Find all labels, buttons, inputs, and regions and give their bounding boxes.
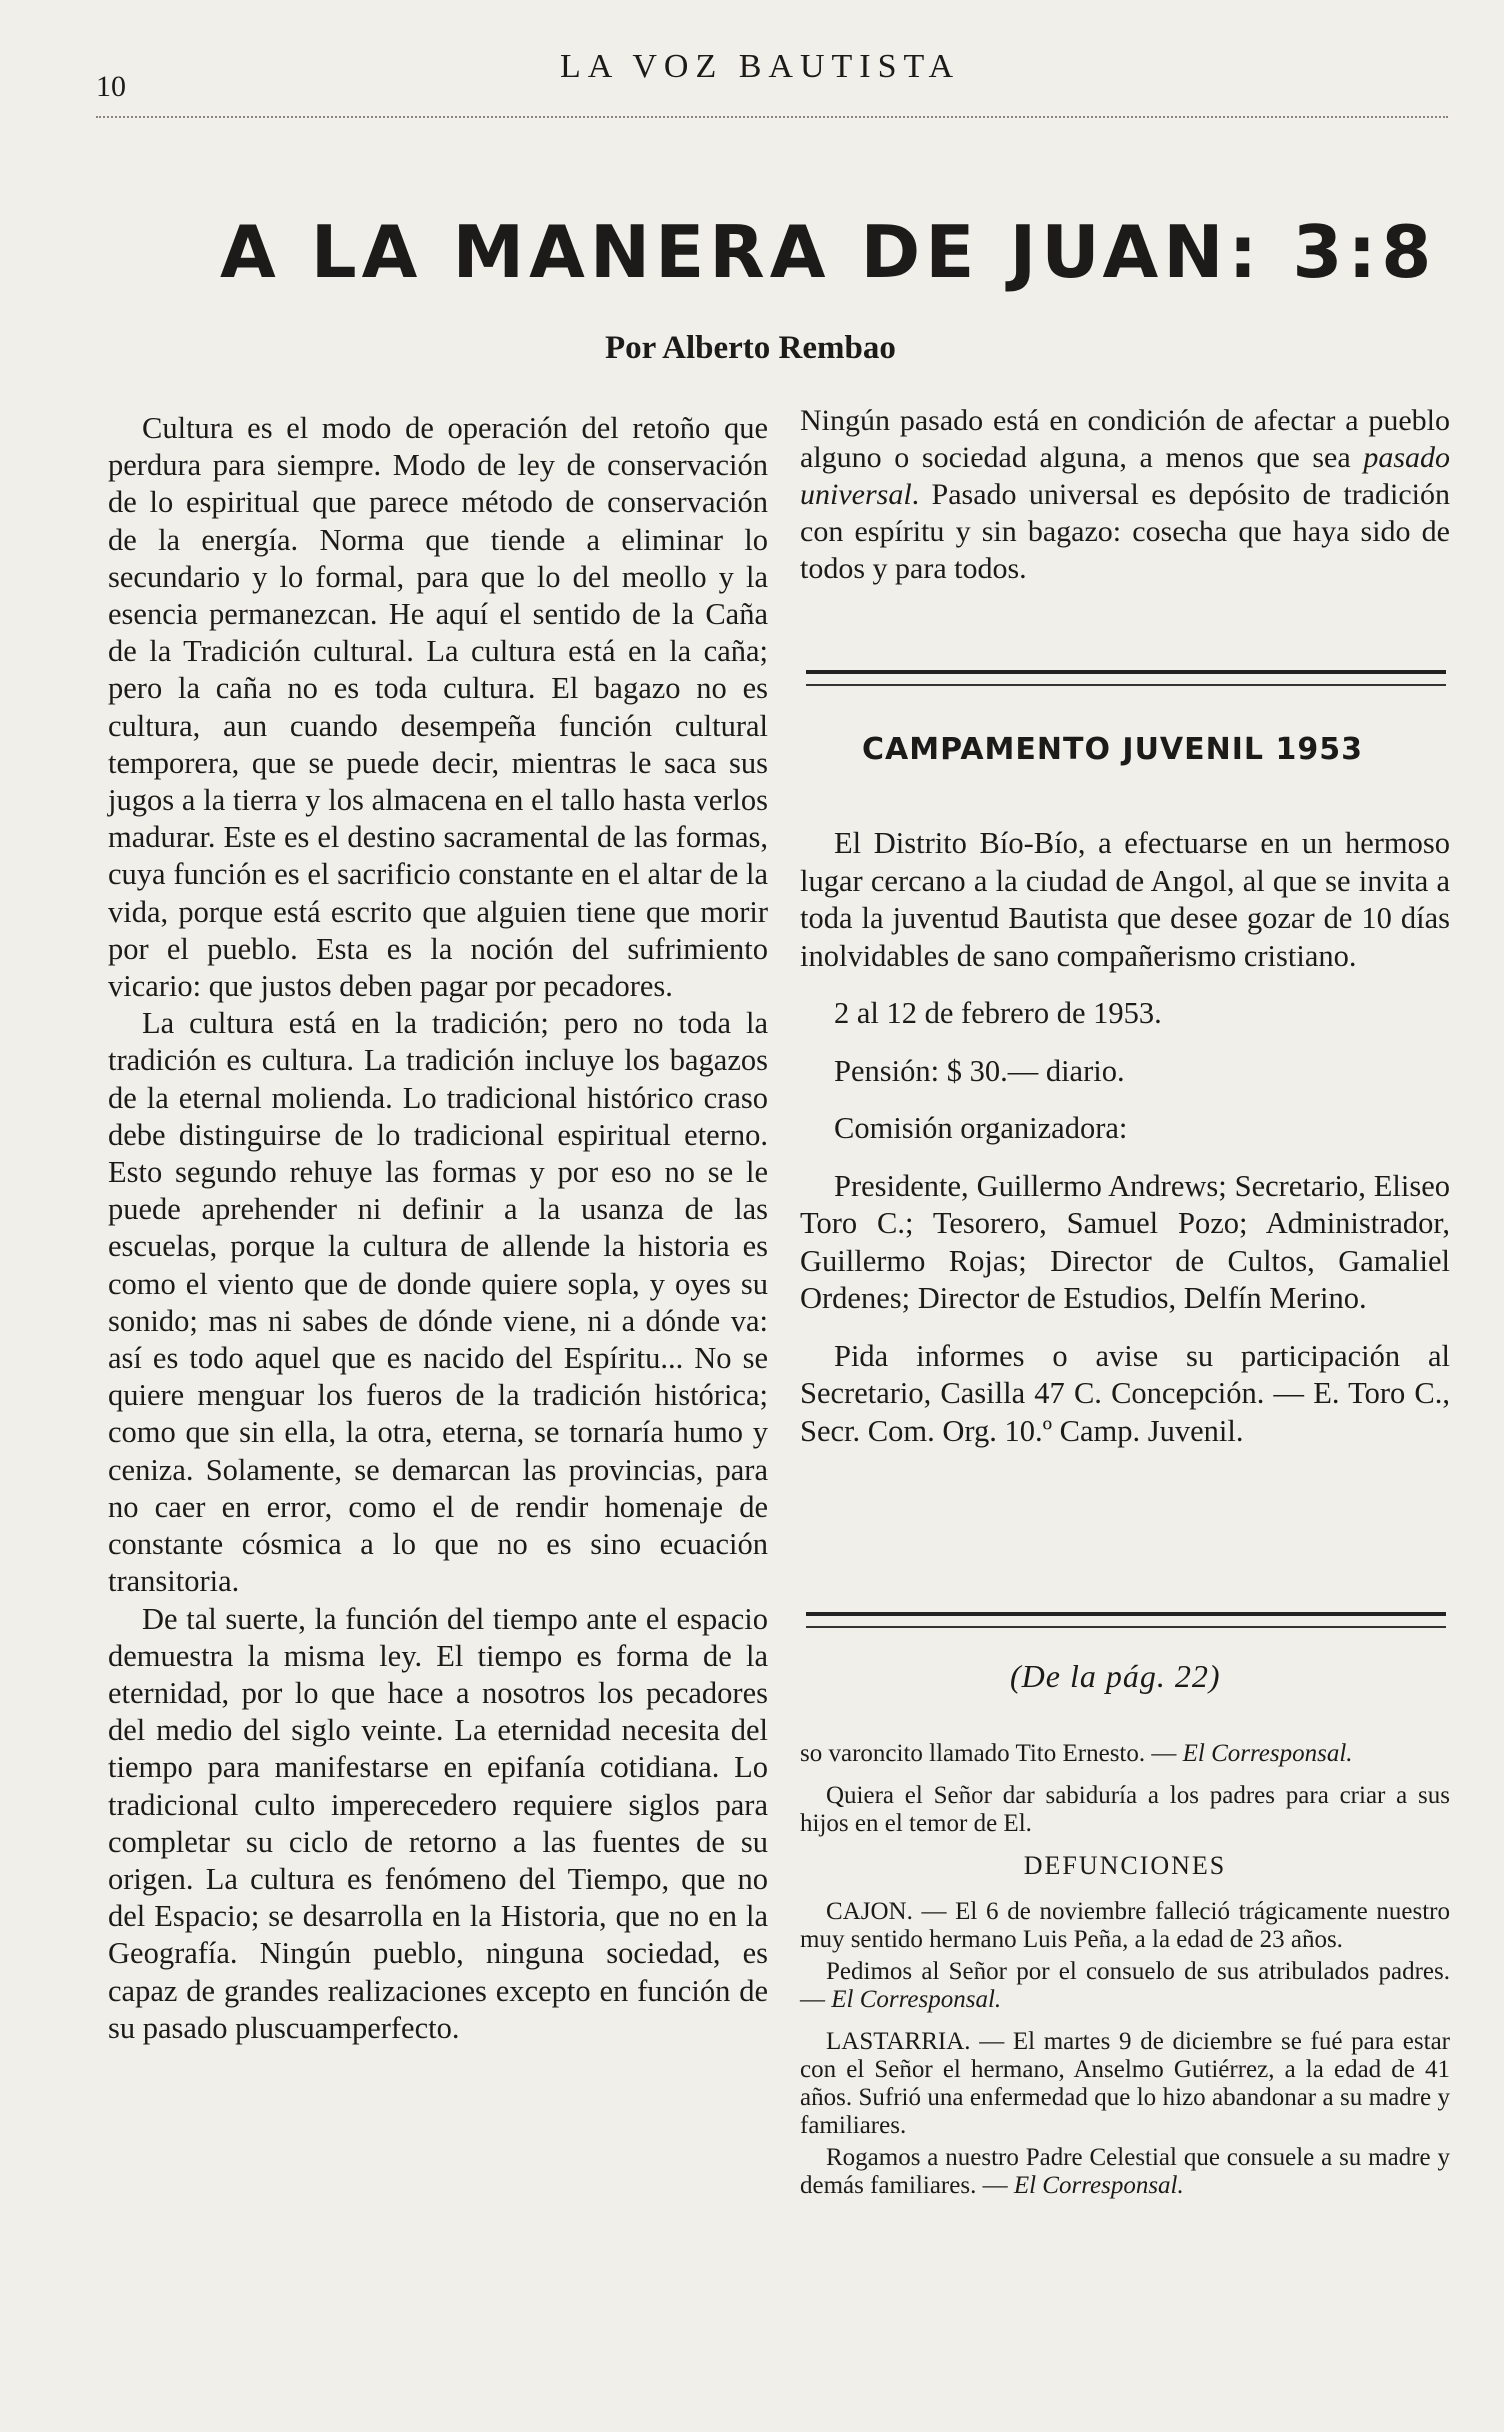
camp-notice xyxy=(800,825,1450,1470)
page-number: 10 xyxy=(96,70,126,103)
section-divider xyxy=(806,1612,1446,1628)
note-continuation: so varoncito llamado Tito Ernesto. — El Corresponsal. xyxy=(800,1740,1353,1767)
article-paragraph: Cultura es el modo de operación del retoño que perdura para siempre. Modo de ley de conservación de lo espiritual que parece método de conservación de la energía. Norma que tiende a eliminar lo secundario y lo formal, para que lo del meollo y la esencia permanezcan. He aquí el sentido de la Caña de la Tradición cultural. La cultura está en la caña; pero la caña no es toda cultura. El bagazo no es cultura, aun cuando desempeña función cultural temporera, que se puede decir, mientras le saca sus jugos a la tierra y los almacena en el tallo hasta verlos madurar. Este es el destino sacramental de las formas, cuya función es el sacrificio constante en el altar de la vida, porque está escrito que alguien tiene que morir por el pueblo. Esta es la noción del sufrimiento vicario: que justos deben pagar por pecadores. xyxy=(108,411,768,1004)
camp-intro: El Distrito Bío-Bío, a efectuarse en un hermoso lugar cercano a la ciudad de Angol, al que se invita a toda la juventud Bautista que desee gozar de 10 días inolvidables de sano compañerismo cristiano. xyxy=(800,826,1450,973)
publication-title: LA VOZ BAUTISTA xyxy=(560,48,961,85)
continuation-emphasis: pasado universal xyxy=(800,441,1450,511)
article-paragraph: La cultura está en la tradición; pero no toda la tradición es cultura. La tradición incluye los bagazos de la eternal molienda. Lo tradicional histórico craso debe distinguirse de lo tradicional espiritual eterno. Esto segundo rehuye las formas y por eso no se le puede aprehender ni definir a la usanza de las escuelas, porque la cultura de allende la historia es como el viento que de donde quiere sopla, y oyes su sonido; mas ni sabes de dónde viene, ni a dónde va: así es todo aquel que es nacido del Espíritu... No se quiere menguar los fueros de la tradición histórica; como que sin ella, la otra, eterna, se tornaría humo y ceniza. Solamente, se demarcan las provincias, para no caer en error, como el de rendir homenaje de constante cósmica a lo que no es sino ecuación transitoria. xyxy=(108,1006,768,1599)
camp-committee: Presidente, Guillermo Andrews; Secretario, Eliseo Toro C.; Tesorero, Samuel Pozo; Administrador, Guillermo Rojas; Director de Cultos, Gamaliel Ordenes; Director de Estudios, Delfín Merino. xyxy=(800,1168,1450,1315)
article-left-column xyxy=(108,410,768,2047)
note-prayer: Quiera el Señor dar sabiduría a los padres para criar a sus hijos en el temor de El. xyxy=(800,1782,1450,1837)
continuation-text: . Pasado universal es depósito de tradición con espíritu y sin bagazo: cosecha que haya sido de todos y para todos. xyxy=(800,478,1450,585)
correspondent-signature: El Corresponsal. xyxy=(1182,1740,1353,1767)
correspondent-signature: El Corresponsal. xyxy=(1013,2172,1184,2199)
obituary-lastarria-prayer: Rogamos a nuestro Padre Celestial que consuele a su madre y demás familiares. — El Corresponsal. xyxy=(800,2144,1450,2199)
article-title: A LA MANERA DE JUAN: 3:8 xyxy=(220,210,1437,294)
article-continuation xyxy=(800,402,1450,587)
camp-dates: 2 al 12 de febrero de 1953. xyxy=(834,996,1162,1030)
header-rule xyxy=(96,116,1448,118)
camp-title: CAMPAMENTO JUVENIL 1953 xyxy=(862,732,1363,767)
article-byline: Por Alberto Rembao xyxy=(605,330,896,366)
correspondent-signature: El Corresponsal. xyxy=(831,1986,1002,2013)
article-paragraph xyxy=(800,402,1450,587)
obituary-lastarria: LASTARRIA. — El martes 9 de diciembre se fué para estar con el Señor el hermano, Anselmo Gutiérrez, a la edad de 41 años. Sufrió una enfermedad que lo hizo abandonar a su madre y familiares. xyxy=(800,2028,1450,2139)
obituary-cajon-prayer: Pedimos al Señor por el consuelo de sus atribulados padres. — El Corresponsal. xyxy=(800,1958,1450,2013)
defunciones-heading: DEFUNCIONES xyxy=(1023,1851,1227,1880)
obituary-cajon: CAJON. — El 6 de noviembre falleció trágicamente nuestro muy sentido hermano Luis Peña, a la edad de 23 años. xyxy=(800,1898,1450,1953)
continued-from-label: (De la pág. 22) xyxy=(1010,1658,1221,1694)
continuation-text: Ningún pasado está en condición de afectar a pueblo alguno o sociedad alguna, a menos que sea xyxy=(800,404,1450,474)
camp-contact: Pida informes o avise su participación al Secretario, Casilla 47 C. Concepción. — E. Toro C., Secr. Com. Org. 10.º Camp. Juvenil. xyxy=(800,1338,1450,1448)
article-paragraph: De tal suerte, la función del tiempo ante el espacio demuestra la misma ley. El tiempo es forma de la eternidad, por lo que hace a nosotros los pecadores del medio del siglo veinte. La eternidad necesita del tiempo para manifestarse en epifanía cotidiana. Lo tradicional culto imperecedero requiere siglos para completar su ciclo de retorno a las fuentes de su origen. La cultura es fenómeno del Tiempo, que no del Espacio; se desarrolla en la Historia, que no en la Geografía. Ningún pueblo, ninguna sociedad, es capaz de grandes realizaciones excepto en función de su pasado pluscuamperfecto. xyxy=(108,1601,768,2045)
camp-committee-label: Comisión organizadora: xyxy=(834,1111,1128,1145)
camp-pension: Pensión: $ 30.— diario. xyxy=(834,1053,1125,1088)
section-divider xyxy=(806,670,1446,686)
news-notes xyxy=(800,1740,1450,2214)
